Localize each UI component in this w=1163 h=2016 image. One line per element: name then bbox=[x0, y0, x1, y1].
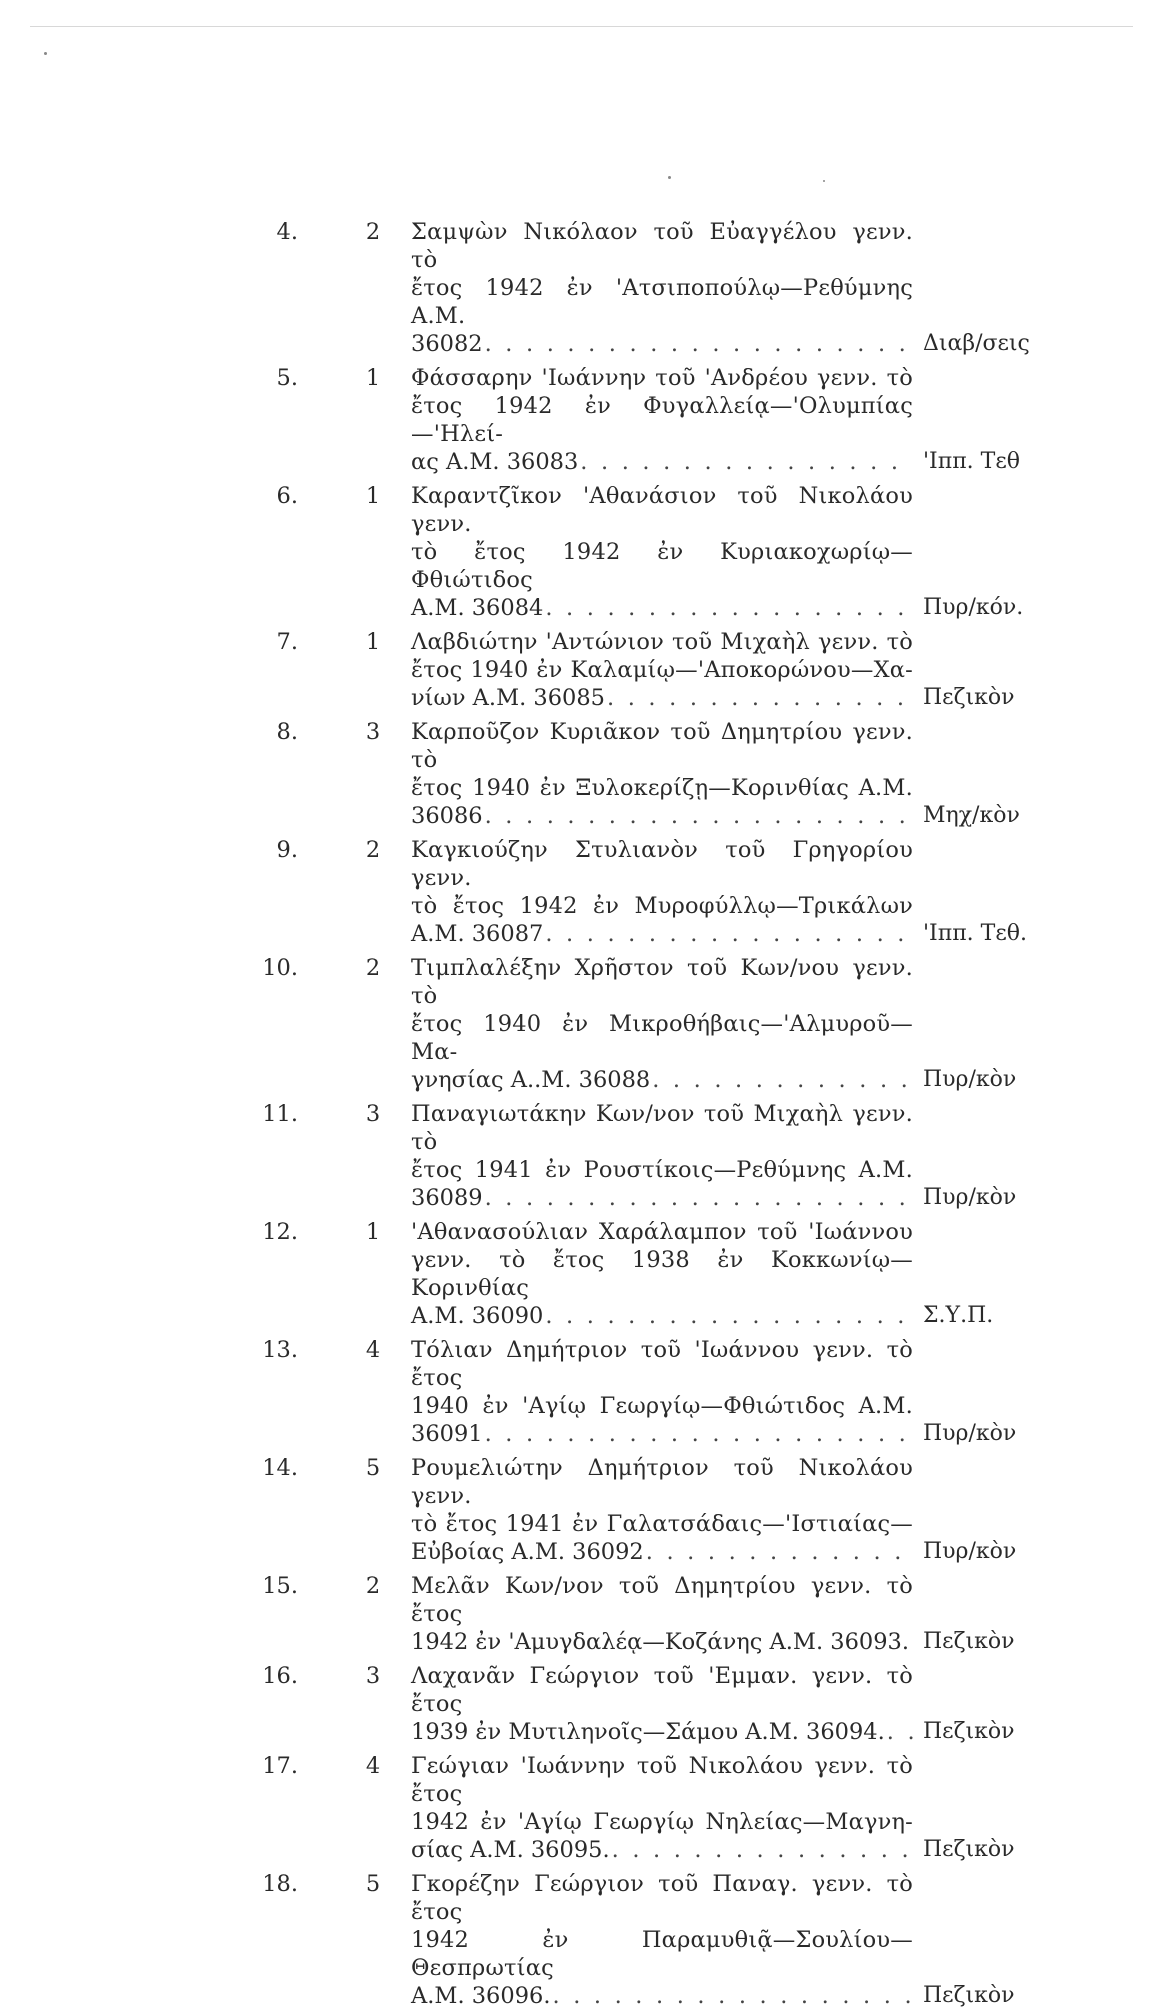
entry-code: 4 bbox=[365, 1337, 381, 1363]
entry-number: 5. bbox=[276, 365, 298, 391]
entry-service: Πεζικὸν bbox=[923, 1983, 1015, 2008]
entry-body bbox=[411, 1336, 1017, 1448]
registry-list bbox=[0, 218, 1163, 2016]
entry-body bbox=[411, 836, 1027, 948]
entry-last-line bbox=[411, 1420, 1017, 1448]
dot-leader bbox=[545, 594, 913, 622]
entry-lines bbox=[411, 218, 913, 330]
entry-tail: 36086 bbox=[411, 803, 483, 829]
registry-entry bbox=[0, 954, 1163, 1094]
entry-text-line: ἔτος 1940 ἐν Καλαμίῳ—'Αποκορώνου—Χα- bbox=[411, 657, 913, 683]
entry-tail: γνησίας Α..Μ. 36088 bbox=[411, 1067, 651, 1093]
dot-leader bbox=[485, 1420, 913, 1448]
entry-tail: 1942 ἐν 'Αμυγδαλέᾳ—Κοζάνης Α.Μ. 36093. bbox=[411, 1629, 909, 1655]
dot-leader bbox=[485, 802, 913, 830]
entry-tail: 36089 bbox=[411, 1185, 483, 1211]
entry-lines bbox=[411, 1336, 913, 1420]
entry-last-line bbox=[411, 448, 1020, 476]
entry-body bbox=[411, 628, 1015, 712]
entry-text-line: Καρποῦζον Κυριᾶκον τοῦ Δημητρίου γενν. τὸ bbox=[411, 719, 913, 773]
entry-code: 1 bbox=[365, 629, 381, 655]
registry-entry bbox=[0, 836, 1163, 948]
scan-speck bbox=[823, 180, 825, 182]
entry-number: 9. bbox=[276, 837, 298, 863]
dot-leader bbox=[485, 330, 913, 358]
entry-number: 10. bbox=[262, 955, 298, 981]
entry-lines bbox=[411, 836, 913, 920]
entry-number: 13. bbox=[262, 1337, 298, 1363]
entry-text-line: ἔτος 1940 ἐν Ξυλοκερίζῃ—Κορινθίας Α.Μ. bbox=[411, 775, 913, 801]
entry-tail: Α.Μ. 36096. bbox=[411, 1983, 551, 2009]
entry-text-line: Φάσσαρην 'Ιωάννην τοῦ 'Ανδρέου γενν. τὸ bbox=[411, 365, 913, 391]
dot-leader bbox=[580, 448, 913, 476]
entry-last-line bbox=[411, 1718, 1015, 1746]
entry-text-line: Ρουμελιώτην Δημήτριον τοῦ Νικολάου γενν. bbox=[411, 1455, 913, 1509]
entry-last-line bbox=[411, 1982, 1015, 2010]
entry-body bbox=[411, 954, 1017, 1094]
registry-entry bbox=[0, 1572, 1163, 1656]
entry-body bbox=[411, 1218, 994, 1330]
entry-code: 1 bbox=[365, 1219, 381, 1245]
entry-lines bbox=[411, 1454, 913, 1538]
entry-number: 17. bbox=[262, 1753, 298, 1779]
entry-service: Πυρ/κὸν bbox=[923, 1539, 1017, 1564]
entry-number: 7. bbox=[276, 629, 298, 655]
entry-last-line bbox=[411, 1066, 1017, 1094]
entry-text-line: Καγκιούζην Στυλιανὸν τοῦ Γρηγορίου γενν. bbox=[411, 837, 913, 891]
entry-code: 5 bbox=[365, 1455, 381, 1481]
entry-text-line: τὸ ἔτος 1941 ἐν Γαλατσάδαις—'Ιστιαίας— bbox=[411, 1511, 913, 1537]
dot-leader bbox=[652, 1066, 913, 1094]
registry-entry bbox=[0, 1336, 1163, 1448]
entry-last-line bbox=[411, 1538, 1017, 1566]
entry-number: 4. bbox=[276, 219, 298, 245]
entry-service: 'Ιππ. Τεθ. bbox=[923, 921, 1027, 946]
entry-tail: Α.Μ. 36084 bbox=[411, 595, 544, 621]
registry-entry bbox=[0, 482, 1163, 622]
entry-text-line: Γκορέζην Γεώργιον τοῦ Παναγ. γενν. τὸ ἔτος bbox=[411, 1871, 913, 1925]
entry-tail: Εὐβοίας Α.Μ. 36092 bbox=[411, 1539, 644, 1565]
registry-entry bbox=[0, 1752, 1163, 1864]
entry-text-line: ἔτος 1942 ἐν 'Ατσιποπούλῳ—Ρεθύμνης Α.Μ. bbox=[411, 275, 913, 329]
entry-text-line: 1940 ἐν 'Αγίῳ Γεωργίῳ—Φθιώτιδος Α.Μ. bbox=[411, 1393, 913, 1419]
entry-lines bbox=[411, 1752, 913, 1836]
registry-entry bbox=[0, 718, 1163, 830]
dot-leader bbox=[911, 1628, 913, 1656]
entry-lines bbox=[411, 1100, 913, 1184]
entry-service: Πυρ/κὸν bbox=[923, 1067, 1017, 1092]
registry-entry bbox=[0, 1218, 1163, 1330]
entry-text-line: Τιμπλαλέξην Χρῆστον τοῦ Κων/νου γενν. τὸ bbox=[411, 955, 913, 1009]
entry-tail: νίων Α.Μ. 36085 bbox=[411, 685, 605, 711]
entry-last-line bbox=[411, 1628, 1015, 1656]
entry-body bbox=[411, 1752, 1015, 1864]
entry-code: 1 bbox=[365, 483, 381, 509]
entry-code: 2 bbox=[365, 837, 381, 863]
entry-last-line bbox=[411, 684, 1015, 712]
entry-number: 18. bbox=[262, 1871, 298, 1897]
registry-entry bbox=[0, 1662, 1163, 1746]
entry-last-line bbox=[411, 1836, 1015, 1864]
entry-lines bbox=[411, 482, 913, 594]
entry-service: Πεζικὸν bbox=[923, 685, 1015, 710]
entry-lines bbox=[411, 954, 913, 1066]
entry-last-line bbox=[411, 330, 1030, 358]
entry-code: 5 bbox=[365, 1871, 381, 1897]
entry-text-line: 'Αθανασούλιαν Χαράλαμπον τοῦ 'Ιωάννου bbox=[411, 1219, 913, 1245]
entry-text-line: 1942 ἐν 'Αγίῳ Γεωργίῳ Νηλείας—Μαγνη- bbox=[411, 1809, 913, 1835]
dot-leader bbox=[887, 1718, 913, 1746]
registry-entry bbox=[0, 1100, 1163, 1212]
entry-service: Πεζικὸν bbox=[923, 1837, 1015, 1862]
entry-text-line: 1942 ἐν Παραμυθιᾷ—Σουλίου—Θεσπρωτίας bbox=[411, 1927, 913, 1981]
entry-text-line: Γεώγιαν 'Ιωάννην τοῦ Νικολάου γενν. τὸ ἔτος bbox=[411, 1753, 913, 1807]
registry-entry bbox=[0, 218, 1163, 358]
entry-number: 16. bbox=[262, 1663, 298, 1689]
entry-service: Πεζικὸν bbox=[923, 1629, 1015, 1654]
entry-code: 1 bbox=[365, 365, 381, 391]
entry-last-line bbox=[411, 1302, 994, 1330]
entry-text-line: Καραντζῖκον 'Αθανάσιον τοῦ Νικολάου γενν. bbox=[411, 483, 913, 537]
entry-text-line: Λαβδιώτην 'Αντώνιον τοῦ Μιχαὴλ γενν. τὸ bbox=[411, 629, 913, 655]
entry-last-line bbox=[411, 1184, 1017, 1212]
scan-speck bbox=[668, 176, 671, 179]
entry-service: Πυρ/κὸν bbox=[923, 1185, 1017, 1210]
entry-tail: 36091 bbox=[411, 1421, 483, 1447]
dot-leader bbox=[612, 1836, 913, 1864]
entry-text-line: ἔτος 1940 ἐν Μικροθήβαις—'Αλμυροῦ—Μα- bbox=[411, 1011, 913, 1065]
entry-code: 4 bbox=[365, 1753, 381, 1779]
entry-lines bbox=[411, 1870, 913, 1982]
entry-code: 3 bbox=[365, 1101, 381, 1127]
entry-body bbox=[411, 364, 1020, 476]
dot-leader bbox=[646, 1538, 913, 1566]
entry-text-line: Σαμψὼν Νικόλαον τοῦ Εὐαγγέλου γενν. τὸ bbox=[411, 219, 913, 273]
entry-text-line: ἔτος 1941 ἐν Ρουστίκοις—Ρεθύμνης Α.Μ. bbox=[411, 1157, 913, 1183]
entry-code: 3 bbox=[365, 1663, 381, 1689]
entry-body bbox=[411, 1870, 1015, 2010]
entry-last-line bbox=[411, 594, 1024, 622]
entry-lines bbox=[411, 364, 913, 448]
entry-text-line: Παναγιωτάκην Κων/νον τοῦ Μιχαὴλ γενν. τὸ bbox=[411, 1101, 913, 1155]
dot-leader bbox=[552, 1982, 913, 2010]
entry-lines bbox=[411, 628, 913, 684]
entry-lines bbox=[411, 1218, 913, 1302]
entry-tail: Α.Μ. 36090 bbox=[411, 1303, 544, 1329]
entry-service: Μηχ/κὸν bbox=[923, 803, 1020, 828]
entry-body bbox=[411, 482, 1024, 622]
entry-number: 11. bbox=[262, 1101, 298, 1127]
entry-text-line: τὸ ἔτος 1942 ἐν Κυριακοχωρίῳ—Φθιώτιδος bbox=[411, 539, 913, 593]
page-edge bbox=[30, 26, 1133, 27]
entry-number: 8. bbox=[276, 719, 298, 745]
entry-number: 15. bbox=[262, 1573, 298, 1599]
registry-entry bbox=[0, 628, 1163, 712]
entry-tail: ας Α.Μ. 36083 bbox=[411, 449, 579, 475]
scan-speck bbox=[44, 52, 47, 55]
entry-service: Σ.Υ.Π. bbox=[923, 1303, 994, 1328]
entry-service: Διαβ/σεις bbox=[923, 331, 1030, 356]
entry-text-line: τὸ ἔτος 1942 ἐν Μυροφύλλῳ—Τρικάλων bbox=[411, 893, 913, 919]
entry-body bbox=[411, 1662, 1015, 1746]
dot-leader bbox=[545, 920, 913, 948]
entry-code: 2 bbox=[365, 1573, 381, 1599]
entry-body bbox=[411, 218, 1030, 358]
dot-leader bbox=[607, 684, 913, 712]
entry-tail: Α.Μ. 36087 bbox=[411, 921, 544, 947]
entry-lines bbox=[411, 718, 913, 802]
entry-number: 12. bbox=[262, 1219, 298, 1245]
entry-last-line bbox=[411, 920, 1027, 948]
entry-body bbox=[411, 1100, 1017, 1212]
entry-code: 2 bbox=[365, 219, 381, 245]
entry-body bbox=[411, 1454, 1017, 1566]
entry-number: 6. bbox=[276, 483, 298, 509]
entry-tail: 36082 bbox=[411, 331, 483, 357]
entry-service: 'Ιππ. Τεθ bbox=[923, 449, 1020, 474]
entry-lines bbox=[411, 1572, 913, 1628]
entry-text-line: ἔτος 1942 ἐν Φυγαλλείᾳ—'Ολυμπίας—'Ηλεί- bbox=[411, 393, 913, 447]
entry-tail: 1939 ἐν Μυτιληνοῖς—Σάμου Α.Μ. 36094. bbox=[411, 1719, 885, 1745]
entry-service: Πυρ/κόν. bbox=[923, 595, 1024, 620]
entry-last-line bbox=[411, 802, 1020, 830]
registry-entry bbox=[0, 1870, 1163, 2010]
registry-entry bbox=[0, 1454, 1163, 1566]
entry-lines bbox=[411, 1662, 913, 1718]
entry-body bbox=[411, 1572, 1015, 1656]
entry-body bbox=[411, 718, 1020, 830]
entry-text-line: γενν. τὸ ἔτος 1938 ἐν Κοκκωνίῳ—Κορινθίας bbox=[411, 1247, 913, 1301]
entry-text-line: Λαχανᾶν Γεώργιον τοῦ 'Εμμαν. γενν. τὸ ἔτος bbox=[411, 1663, 913, 1717]
entry-code: 2 bbox=[365, 955, 381, 981]
entry-service: Πεζικὸν bbox=[923, 1719, 1015, 1744]
entry-text-line: Τόλιαν Δημήτριον τοῦ 'Ιωάννου γενν. τὸ ἔτος bbox=[411, 1337, 913, 1391]
registry-entry bbox=[0, 364, 1163, 476]
dot-leader bbox=[545, 1302, 913, 1330]
entry-service: Πυρ/κὸν bbox=[923, 1421, 1017, 1446]
entry-code: 3 bbox=[365, 719, 381, 745]
entry-tail: σίας Α.Μ. 36095. bbox=[411, 1837, 610, 1863]
dot-leader bbox=[485, 1184, 913, 1212]
entry-number: 14. bbox=[262, 1455, 298, 1481]
entry-text-line: Μελᾶν Κων/νον τοῦ Δημητρίου γενν. τὸ ἔτος bbox=[411, 1573, 913, 1627]
